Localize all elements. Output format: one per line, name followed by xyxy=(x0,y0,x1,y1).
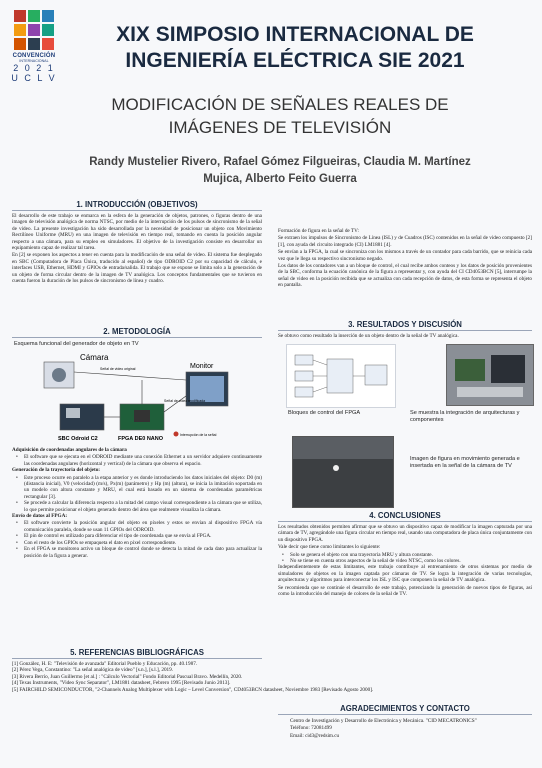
results-intro: Se obtuvo como resultado la inserción de un objeto dentro de la señal de TV analógica. xyxy=(278,333,459,339)
hardware-photo xyxy=(446,344,534,406)
logo-year: 2 0 2 1 xyxy=(13,63,55,73)
right-paragraph-0: Formación de figura en la señal de TV: xyxy=(278,228,359,234)
intro-rule xyxy=(12,210,262,211)
sbc-label: SBC Odroid C2 xyxy=(58,436,98,442)
logo-org: U C L V xyxy=(11,73,57,83)
fpga-label: FPGA DE0 NANO xyxy=(118,436,164,442)
method-bullet-6: • Con el resto de los GPIOs se empaqueta el dato en píxel correspondiente. xyxy=(12,540,262,546)
method-heading: 2. METODOLOGÍA xyxy=(103,327,171,336)
caption-block-diagram: Bloques de control del FPGA xyxy=(288,410,361,416)
method-bullet-5: • El pin de control es utilizado para diferenciar el tipo de coordenada que se envía al FPGA. xyxy=(12,533,262,539)
poster-title-line1: XIX SIMPOSIO INTERNACIONAL DE xyxy=(116,23,474,46)
interrupt-dot-icon xyxy=(174,432,179,437)
intro-paragraph-1: El desarrollo de este trabajo se enmarca en la esfera de la generación de objetos, patrones, o figuras dentro de una imagen de televisión analógica de norma NTSC, por medio de la interrupción de los pulsos de sincronismo de la señal de video. La presente investigación ha sido desarrollada por la necesidad de posicionar un objeto con Movimiento Rectilíneo Uniforme (MRU) en una imagen de televisión en tiempo real, tomando en cuenta la posición angular respecto a una cámara, para su empleo en simuladores. El objetivo de la investigación consiste en desarrollar un equipamiento capaz de realizar tal tarea. xyxy=(12,213,262,252)
breadboard-photo xyxy=(457,387,523,397)
ref-item: [1] González, H. E: "Televisión de avanzada" Editorial Pueblo y Educación, pp. 40.1987. xyxy=(12,661,198,667)
ref-item: [4] Texas Instruments, "Video Sync Separator", LM1881 datasheet, Febrero 1995 [Revisado Junio 2013]. xyxy=(12,680,231,687)
poster-title-line2: INGENIERÍA ELÉCTRICA SIE 2021 xyxy=(125,49,465,72)
signal-modified-label: Señal de video modificada xyxy=(164,399,206,403)
monitor-label: Monitor xyxy=(190,363,214,370)
right-text xyxy=(278,228,532,290)
method-bullet-2: • Este proceso ocurre en paralelo a la etapa anterior y es donde introduciendo los datos iniciales del objeto: D0 (m) (distancia inicial), V0 (velocidad) (m/s), Px(m) (parámetro) y Hp (m) (altura), se inicia la imitación soportada en un modelo con altura constante y MRU, el cual está basado en un sistema de coordenadas paramétricas rectangular [3]. xyxy=(12,475,262,501)
conclusions-paragraph-3: Independientemente de estas limitantes, este trabajo contribuye al entrenamiento de otros sistemas por medio de simuladores de objetos en la imagen captada por cámaras de TV. Se logra la integración de varias tecnologías, arquitecturas y algoritmos para interconectar los ISL y ISC que componen la señal de TV analógica. xyxy=(278,564,532,584)
caption-tv-frame: Imagen de figura en movimiento generada e insertada en la señal de la cámara de TV xyxy=(410,456,520,469)
fpga-chip-icon xyxy=(134,410,150,422)
camera-lens-icon xyxy=(52,368,66,382)
method-figure-caption: Esquema funcional del generador de objeto en TV xyxy=(14,341,139,347)
conclusions-text xyxy=(278,524,532,598)
signal-line-original xyxy=(74,372,186,380)
sbc-chip-icon xyxy=(66,408,80,418)
caption-hardware: Se muestra la integración de arquitecturas y componentes xyxy=(410,410,520,423)
method-text xyxy=(12,447,262,559)
authors-line2: Mujica, Alberto Feito Guerra xyxy=(203,173,357,185)
functional-scheme-figure xyxy=(40,352,250,444)
interrupt-label: Interrupción de la señal xyxy=(180,433,217,437)
logo-subtitle: INTERNACIONAL xyxy=(19,59,49,63)
conclusions-bullet-1: • Solo se genera el objeto con una trayectoria MRU y altura constante. xyxy=(278,552,532,558)
results-rule xyxy=(278,330,532,331)
right-paragraph-2: Se envían a la FPGA, la cual se sincroniza con los mismos a través de un contador para cada barrido, que se reinicia cada vez que le llega su respectivo sincronismo negado. xyxy=(278,249,532,262)
functional-scheme-svg xyxy=(40,352,250,444)
paper-title-line2: IMÁGENES DE TELEVISIÓN xyxy=(168,118,392,137)
ref-item: [3] Rivera Berrío, Juan Guillermo [et al.] : "Cálculo Vectorial" Fondo Editorial Pascual Bravo. Medellín, 2020. xyxy=(12,673,243,680)
ack-text xyxy=(290,718,530,740)
sbc-board-photo xyxy=(491,355,525,383)
conclusions-paragraph-1: Los resultados obtenidos permiten afirmar que se obtuvo un dispositivo capaz de modificar la imagen capturada por una cámara de TV, agregándole una figura circular en tiempo real, usando una computadora de placa única conjuntamente con un dispositivo FPGA. xyxy=(278,524,532,543)
method-bullet-3: • Se procede a calcular la diferencia respecto a la mitad del campo visual correspondiente a la cámara que se utiliza, lo que permite posicionar el objeto generado dentro del área que realmente visualiza la cámara. xyxy=(12,500,262,513)
method-bullet-7: • En el FPGA se monitorea activo un bloque de control donde se detecta la mitad de cada dato para actualizar la posición de la figura a generar. xyxy=(12,546,262,559)
block-diagram-svg xyxy=(287,345,395,407)
ack-line-2: Teléfono: 72081499 xyxy=(290,725,332,732)
conclusions-bullet-2: • No se tiene en cuenta otros aspectos de la señal de video NTSC, como los colores. xyxy=(278,558,532,564)
results-heading: 3. RESULTADOS Y DISCUSIÓN xyxy=(348,320,462,329)
ack-line-3: Email: cid3@redsim.cu xyxy=(290,732,340,739)
method-h3: Envío de datos al FPGA: xyxy=(12,513,68,520)
generated-object-dot xyxy=(333,465,339,471)
camera-label: Cámara xyxy=(80,353,109,362)
ref-item: [2] Pérez Vega, Constantino: "La señal analógica de video" [s.n.], [s.l.], 2019. xyxy=(12,667,174,674)
intro-paragraph-2: En [2] se exponen los aspectos a tener en cuenta para la modificación de una señal de video. El sistema fue desplegado en SBC (Computadora de Placa Única, traducido al español) de tipo ODROID C2 por su capacidad de cálculo, e interfaces USB, Ethernet, HDMI y GPIOs de entrada/salida. El trabajo que se expone se limita solo a la generación de un objeto de forma circular dentro de la imagen de TV analógica. Los conceptos fundamentales que se tuvieron en cuenta fueron la duración de los pulsos de sincronismo de línea y cuadro. xyxy=(12,252,262,285)
conclusions-paragraph-2: Vale decir que tiene como limitantes lo siguiente: xyxy=(278,544,381,551)
fpga-block-diagram xyxy=(286,344,396,408)
tv-frame-photo xyxy=(292,436,394,508)
tv-frame-sky xyxy=(293,437,393,459)
fpga-board-photo xyxy=(455,359,485,381)
conclusions-rule xyxy=(278,521,532,522)
logo-title: CONVENCIÓN xyxy=(12,53,56,59)
ack-rule xyxy=(278,714,532,715)
authors-line1: Randy Mustelier Rivero, Rafael Gómez Filgueiras, Claudia M. Martínez xyxy=(89,156,471,168)
method-bullet-4: • El software convierte la posición angular del objeto en píxeles y estos se envían al dispositivo FPGA vía comunicación paralela, donde se usan 11 GPIOs del ODROID. xyxy=(12,520,262,533)
method-bullet-1: • El software que se ejecuta en el ODROID mediante una conexión Ethernet a un servidor adquiere continuamente las coordenadas angulares (horizontal y vertical) de la cámara que observa el espacio. xyxy=(12,454,262,467)
paper-title-line1: MODIFICACIÓN DE SEÑALES REALES DE xyxy=(111,95,449,114)
refs-rule xyxy=(12,658,262,659)
signal-original-label: Señal de video original xyxy=(100,367,136,371)
logo-mosaic xyxy=(14,10,58,50)
ref-item: [5] FAIRCHILD SEMICONDUCTOR, "2-Channels Analog Multiplexer with Logic – Level Conversion", CD4053BCN datasheet, Noviembre 1983 [Revisado Agosto 2000]. xyxy=(12,686,374,693)
intro-text xyxy=(12,213,262,285)
refs-heading: 5. REFERENCIAS BIBLIOGRÁFICAS xyxy=(70,648,204,657)
method-h2: Generación de la trayectoria del objeto: xyxy=(12,467,101,474)
right-paragraph-1: Se extraen los impulsos de Sincronismo de Línea (ISL) y de Cuadros (ISC) contenidos en la señal de video compuesto [2] [1], con ayuda del circuito integrado (CI) LM1881 [4]. xyxy=(278,235,532,248)
conclusions-paragraph-4: Se recomienda que se continúe el desarrollo de este trabajo, potenciando la generación de nuevos tipos de figuras, así como la introducción del manejo de colores de la señal de TV. xyxy=(278,584,532,598)
ack-heading: AGRADECIMIENTOS Y CONTACTO xyxy=(340,704,470,713)
method-rule xyxy=(12,337,262,338)
refs-list xyxy=(12,661,532,693)
conclusions-heading: 4. CONCLUSIONES xyxy=(369,511,441,520)
method-h1: Adquisición de coordenadas angulares de la cámara xyxy=(12,447,127,453)
intro-heading: 1. INTRODUCCIÓN (OBJETIVOS) xyxy=(76,200,198,209)
ack-line-1: Centro de Investigación y Desarrollo de Electrónica y Mecánica. "CID MECATRONICS" xyxy=(290,718,477,724)
right-paragraph-3: Los datos de los contadores van a un bloque de control, el cual recibe ambos conteos y los datos de posición provenientes de la SBC, conforma la ecuación canónica de la figura a representar y, con ayuda del CI CD4053BCN [5], interrumpe la señal de video en la posición recibida que se actualiza con cada recepción de datos, de esta forma se representa el objeto en pantalla. xyxy=(278,263,532,289)
